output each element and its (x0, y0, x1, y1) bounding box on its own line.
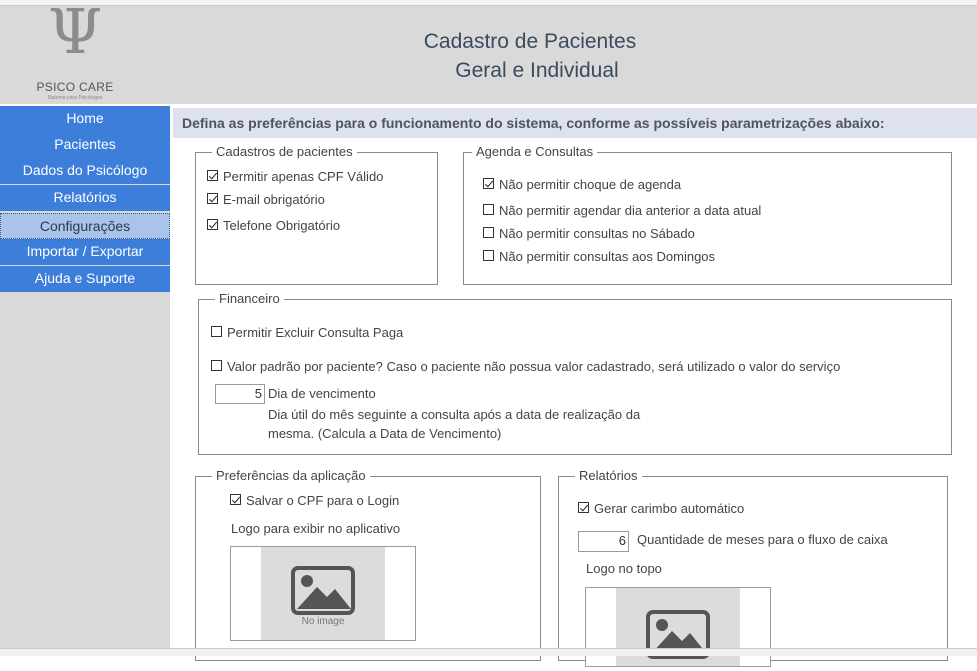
psi-logo-icon: Ψ (47, 0, 103, 68)
sidebar-item-relatorios[interactable]: Relatórios (0, 185, 170, 211)
page-subtitle: Geral e Individual (455, 59, 619, 82)
group-agenda-title: Agenda e Consultas (472, 144, 597, 159)
sidebar-item-configuracoes[interactable]: Configurações (0, 213, 170, 239)
group-financeiro-title: Financeiro (215, 291, 284, 306)
group-preferencias-title: Preferências da aplicação (212, 468, 370, 483)
logo-name: PSICO CARE (36, 80, 114, 94)
preferences-banner (173, 108, 977, 138)
telefone-obrigatorio-label: Telefone Obrigatório (223, 218, 341, 233)
no-image-placeholder (261, 547, 385, 640)
group-relatorios-title: Relatórios (575, 468, 642, 483)
banner-text: Defina as preferências para o funcionamento do sistema, conforme as possíveis parametrizações abaixo: (182, 115, 885, 131)
sidebar-item-pacientes[interactable]: Pacientes (0, 132, 170, 158)
app-logo (20, 0, 130, 104)
salvar-cpf-label: Salvar o CPF para o Login (246, 493, 400, 508)
no-image-text: No image (301, 616, 345, 627)
meses-fluxo-caixa-input[interactable]: 6 (578, 531, 629, 552)
valor-padrao-label: Valor padrão por paciente? Caso o paciente não possua valor cadastrado, será utilizado o valor do serviço (227, 359, 841, 374)
carimbo-automatico-label: Gerar carimbo automático (594, 501, 745, 516)
salvar-cpf-checkbox[interactable] (230, 494, 241, 505)
sidebar-item-home[interactable]: Home (0, 106, 170, 132)
group-cadastros-title: Cadastros de pacientes (212, 144, 357, 159)
dia-anterior-label: Não permitir agendar dia anterior a data atual (499, 203, 762, 218)
sidebar-item-dados-psicologo[interactable]: Dados do Psicólogo (0, 158, 170, 184)
sidebar-item-ajuda-suporte[interactable]: Ajuda e Suporte (0, 266, 170, 292)
cpf-valido-checkbox[interactable] (207, 170, 218, 181)
sabado-checkbox[interactable] (483, 227, 494, 238)
header (0, 0, 977, 104)
dia-anterior-checkbox[interactable] (483, 204, 494, 215)
sabado-label: Não permitir consultas no Sábado (499, 226, 695, 241)
logo-subtitle: Sistema para Psicólogos (47, 95, 103, 101)
logo-topo-label: Logo no topo (586, 561, 662, 576)
email-obrigatorio-label: E-mail obrigatório (223, 192, 325, 207)
vencimento-description-line1: Dia útil do mês seguinte a consulta após a data de realização da (268, 407, 641, 422)
telefone-obrigatorio-checkbox[interactable] (207, 219, 218, 230)
choque-agenda-label: Não permitir choque de agenda (499, 177, 682, 192)
cpf-valido-label: Permitir apenas CPF Válido (223, 169, 384, 184)
dia-vencimento-label: Dia de vencimento (268, 386, 376, 401)
logo-app-image[interactable] (230, 546, 416, 641)
domingos-checkbox[interactable] (483, 250, 494, 261)
valor-padrao-checkbox[interactable] (211, 360, 222, 371)
meses-fluxo-caixa-label: Quantidade de meses para o fluxo de caixa (637, 532, 888, 547)
dia-vencimento-input[interactable]: 5 (215, 384, 265, 404)
page-title: Cadastro de Pacientes (423, 30, 637, 53)
excluir-consulta-paga-checkbox[interactable] (211, 326, 222, 337)
email-obrigatorio-checkbox[interactable] (207, 193, 218, 204)
sidebar (0, 106, 170, 655)
domingos-label: Não permitir consultas aos Domingos (499, 249, 716, 264)
sidebar-item-importar-exportar[interactable]: Importar / Exportar (0, 239, 170, 265)
vencimento-description-line2: mesma. (Calcula a Data de Vencimento) (268, 426, 502, 441)
excluir-consulta-paga-label: Permitir Excluir Consulta Paga (227, 325, 404, 340)
logo-app-label: Logo para exibir no aplicativo (231, 521, 401, 536)
carimbo-automatico-checkbox[interactable] (578, 502, 589, 513)
choque-agenda-checkbox[interactable] (483, 178, 494, 189)
group-agenda (463, 152, 952, 285)
